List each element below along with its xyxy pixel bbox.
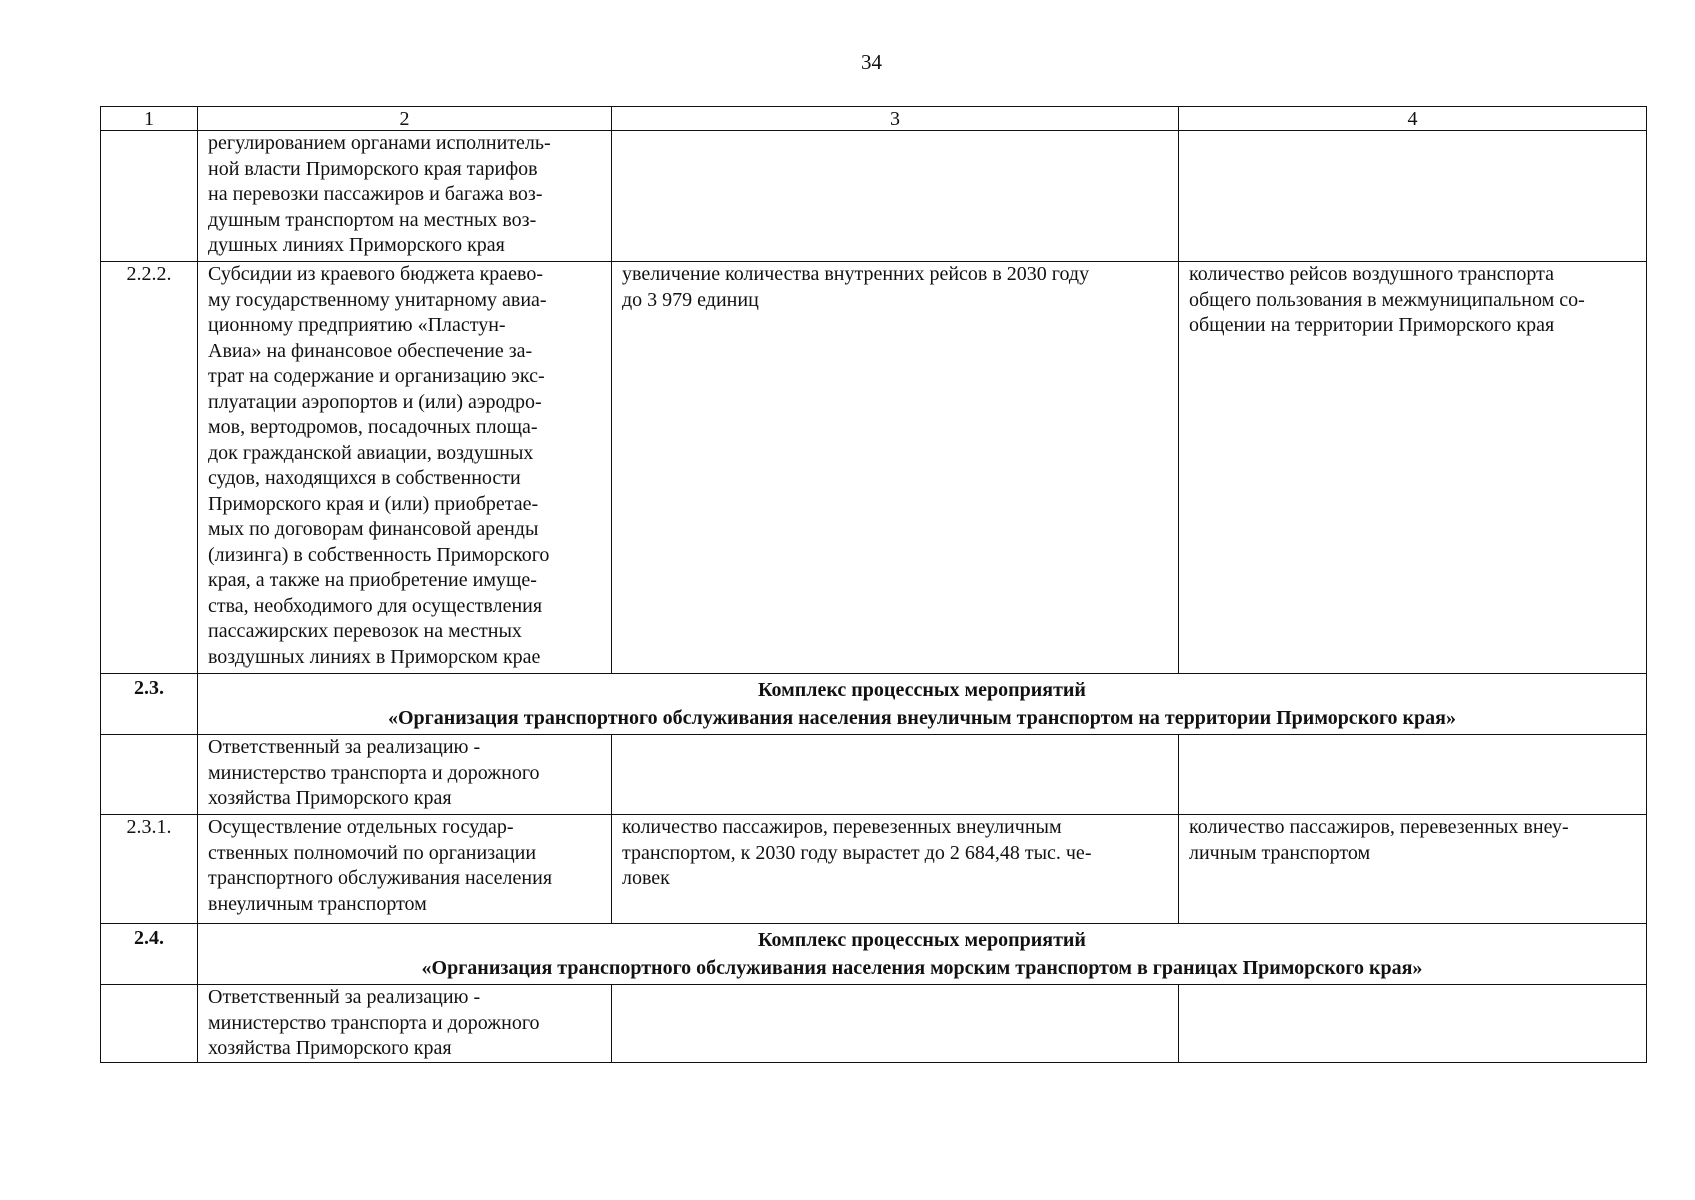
cell-text-line: министерство транспорта и дорожного bbox=[208, 761, 540, 784]
cell-text-line: трат на содержание и организацию экс- bbox=[208, 365, 545, 387]
cell-text-line: мых по договорам финансовой аренды bbox=[208, 518, 539, 540]
section-row bbox=[101, 674, 1647, 735]
cell-text-line: Осуществление отдельных государ- bbox=[208, 816, 514, 838]
result-indicator bbox=[1179, 262, 1647, 674]
cell-text-line: министерство транспорта и дорожного bbox=[208, 1011, 540, 1034]
cell-text-line: транспортом, к 2030 году вырастет до 2 684,48 тыс. че- bbox=[622, 841, 1092, 864]
cell-text-line: хозяйства Приморского края bbox=[208, 787, 452, 809]
cell-text-line: количество пассажиров, перевезенных внеуличным bbox=[622, 816, 1062, 838]
section-title bbox=[198, 674, 1647, 735]
section-title-line: Комплекс процессных мероприятий bbox=[758, 929, 1086, 951]
cell-text-line: ства, необходимого для осуществления bbox=[208, 594, 543, 617]
expected-result bbox=[612, 735, 1179, 815]
expected-result bbox=[612, 985, 1179, 1063]
cell-text-line: Ответственный за реализацию - bbox=[208, 986, 481, 1008]
result-indicator bbox=[1179, 985, 1647, 1063]
column-header: 3 bbox=[612, 107, 1179, 131]
column-header: 1 bbox=[101, 107, 198, 131]
measure-description bbox=[198, 262, 612, 674]
row-number bbox=[101, 131, 198, 262]
table-row bbox=[101, 131, 1647, 262]
section-title-line: «Организация транспортного обслуживания населения морским транспортом в границах Приморского края» bbox=[421, 957, 1423, 979]
row-number bbox=[101, 985, 198, 1063]
section-number: 2.4. bbox=[101, 924, 198, 985]
expected-result bbox=[612, 262, 1179, 674]
cell-text-line: количество пассажиров, перевезенных внеу- bbox=[1189, 816, 1569, 838]
cell-text-line: общении на территории Приморского края bbox=[1189, 314, 1555, 336]
section-number: 2.3. bbox=[101, 674, 198, 735]
cell-text-line: пассажирских перевозок на местных bbox=[208, 620, 522, 642]
cell-text-line: количество рейсов воздушного транспорта bbox=[1189, 263, 1554, 285]
cell-text-line: ловек bbox=[622, 867, 670, 889]
row-number: 2.3.1. bbox=[101, 815, 198, 924]
responsible-executor bbox=[198, 735, 612, 815]
expected-result bbox=[612, 815, 1179, 924]
row-number: 2.2.2. bbox=[101, 262, 198, 674]
result-indicator bbox=[1179, 131, 1647, 262]
cell-text-line: му государственному унитарному авиа- bbox=[208, 288, 547, 311]
expected-result bbox=[612, 131, 1179, 262]
cell-text-line: края, а также на приобретение имуще- bbox=[208, 569, 537, 591]
cell-text-line: док гражданской авиации, воздушных bbox=[208, 441, 534, 464]
cell-text-line: на перевозки пассажиров и багажа воз- bbox=[208, 183, 543, 205]
cell-text-line: Ответственный за реализацию - bbox=[208, 736, 481, 758]
cell-text-line: Авиа» на финансовое обеспечение за- bbox=[208, 339, 533, 362]
result-indicator bbox=[1179, 735, 1647, 815]
column-header: 2 bbox=[198, 107, 612, 131]
cell-text-line: ственных полномочий по организации bbox=[208, 841, 537, 864]
cell-text-line: общего пользования в межмуниципальном со- bbox=[1189, 288, 1585, 311]
cell-text-line: личным транспортом bbox=[1189, 841, 1371, 864]
cell-text-line: душным транспортом на местных воз- bbox=[208, 208, 537, 231]
row-number bbox=[101, 735, 198, 815]
cell-text-line: до 3 979 единиц bbox=[622, 288, 759, 311]
table-row bbox=[101, 815, 1647, 924]
cell-text-line: (лизинга) в собственность Приморского bbox=[208, 543, 550, 566]
table-row bbox=[101, 262, 1647, 674]
cell-text-line: регулированием органами исполнитель- bbox=[208, 132, 551, 154]
cell-text-line: плуатации аэропортов и (или) аэродро- bbox=[208, 390, 542, 413]
cell-text-line: судов, находящихся в собственности bbox=[208, 467, 521, 489]
cell-text-line: душных линиях Приморского края bbox=[208, 234, 505, 256]
program-table bbox=[100, 106, 1647, 1063]
table-row bbox=[101, 735, 1647, 815]
cell-text-line: хозяйства Приморского края bbox=[208, 1037, 452, 1059]
measure-description bbox=[198, 815, 612, 924]
column-header: 4 bbox=[1179, 107, 1647, 131]
cell-text-line: транспортного обслуживания населения bbox=[208, 867, 553, 889]
responsible-executor bbox=[198, 985, 612, 1063]
section-title-line: Комплекс процессных мероприятий bbox=[758, 679, 1086, 701]
cell-text-line: внеуличным транспортом bbox=[208, 892, 427, 915]
cell-text-line: ционному предприятию «Пластун- bbox=[208, 314, 506, 336]
page-number: 34 bbox=[861, 50, 882, 74]
cell-text-line: Приморского края и (или) приобретае- bbox=[208, 492, 539, 515]
table-row bbox=[101, 985, 1647, 1063]
measure-description bbox=[198, 131, 612, 262]
cell-text-line: мов, вертодромов, посадочных площа- bbox=[208, 416, 538, 438]
section-title bbox=[198, 924, 1647, 985]
cell-text-line: воздушных линиях в Приморском крае bbox=[208, 645, 541, 668]
cell-text-line: ной власти Приморского края тарифов bbox=[208, 157, 538, 180]
cell-text-line: Субсидии из краевого бюджета краево- bbox=[208, 263, 544, 285]
cell-text-line: увеличение количества внутренних рейсов в 2030 году bbox=[622, 263, 1090, 285]
table-header-row bbox=[101, 107, 1647, 131]
section-row bbox=[101, 924, 1647, 985]
section-title-line: «Организация транспортного обслуживания населения внеуличным транспортом на территории Приморского края» bbox=[388, 707, 1456, 729]
result-indicator bbox=[1179, 815, 1647, 924]
